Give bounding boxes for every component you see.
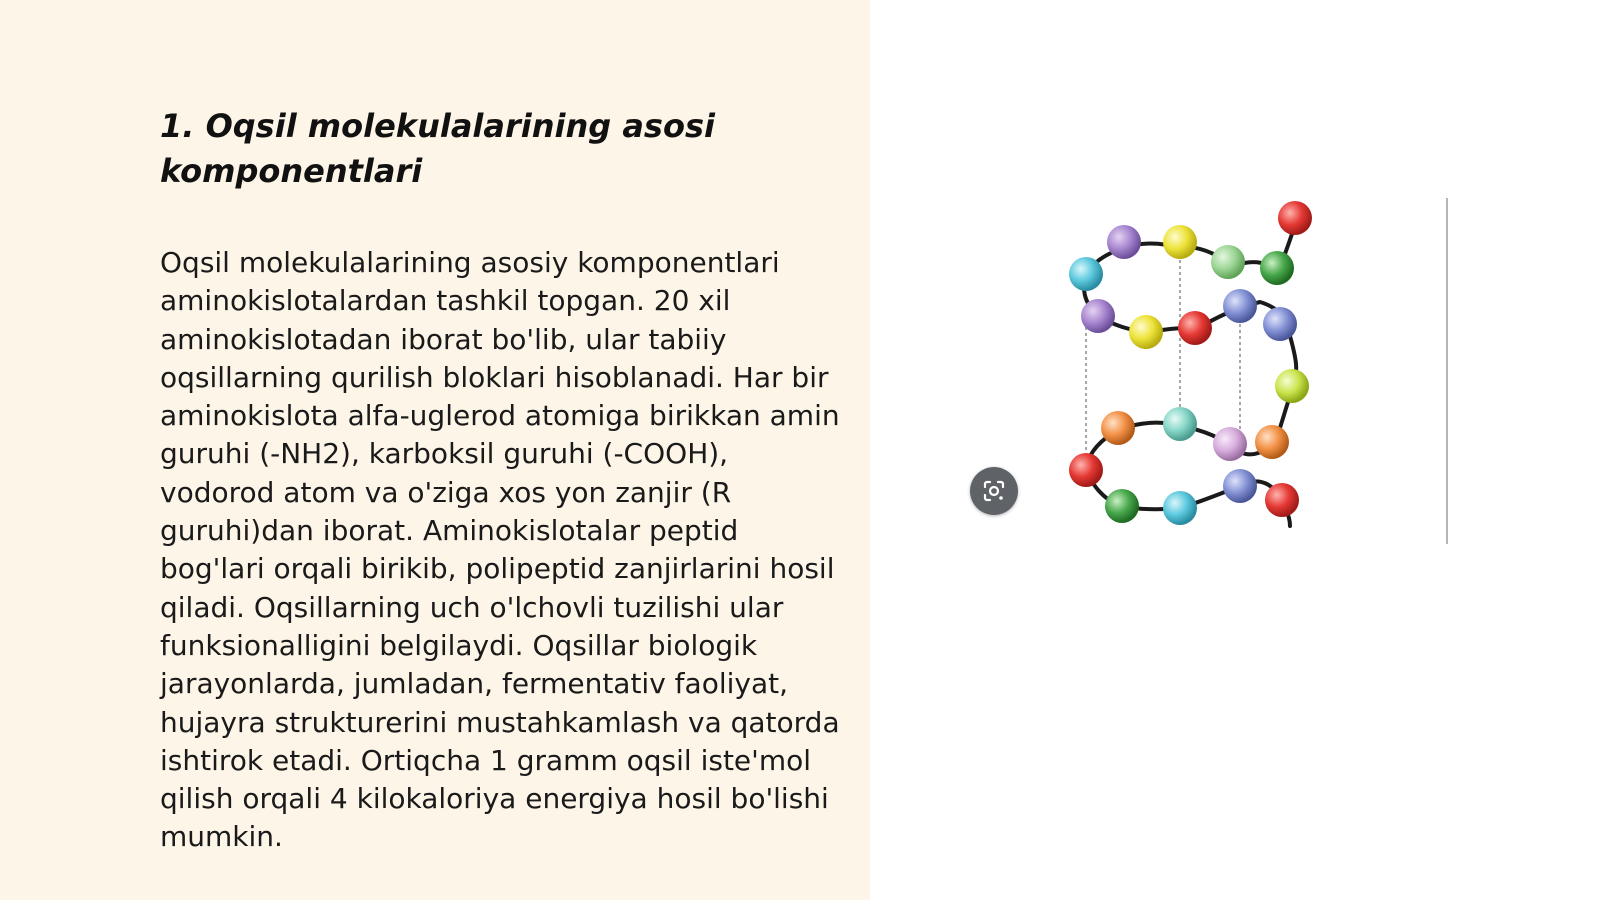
bead-red	[1278, 201, 1312, 235]
bead-cyan	[1163, 491, 1197, 525]
bead-green	[1260, 251, 1294, 285]
bead-blue	[1263, 307, 1297, 341]
slide-body-text: Oqsil molekulalarining asosiy komponentlari aminokislotalardan tashkil topgan. 20 xil aminokislotadan iborat bo'lib, ular tabiiy oqsillarning qurilish bloklari hisoblanadi. Har bir aminokislota alfa-uglerod atomiga birikkan amin guruhi (-NH2), karboksil guruhi (-COOH), vodorod atom va o'ziga xos yon zanjir (R guruhi)dan iborat. Aminokislotalar peptid bog'lari orqali birikib, polipeptid zanjirlarini hosil qiladi. Oqsillarning uch o'lchovli tuzilishi ular funksionalligini belgilaydi. Oqsillar biologik jarayonlarda, jumladan, fermentativ faoliyat, hujayra strukturerini mustahkamlash va qatorda ishtirok etadi. Ortiqcha 1 gramm oqsil iste'mol qilish orqali 4 kilokaloriya energiya hosil bo'lishi mumkin.	[160, 246, 840, 854]
bead-yellow	[1163, 225, 1197, 259]
image-frame-edge	[1446, 198, 1448, 544]
google-lens-icon	[982, 479, 1006, 503]
bead-green	[1105, 489, 1139, 523]
bead-orange	[1101, 411, 1135, 445]
bead-orange	[1255, 425, 1289, 459]
amino-acid-beads	[1069, 201, 1312, 525]
bead-cyan	[1069, 257, 1103, 291]
slide-title: 1. Oqsil molekulalarining asosi komponentlari	[160, 107, 715, 190]
protein-chain-illustration	[1020, 190, 1440, 550]
bead-blue	[1223, 469, 1257, 503]
bead-lime	[1275, 369, 1309, 403]
bead-red	[1069, 453, 1103, 487]
bead-purple	[1081, 299, 1115, 333]
bead-teal	[1163, 407, 1197, 441]
bead-pink	[1213, 427, 1247, 461]
bead-red	[1178, 311, 1212, 345]
bead-light-green	[1211, 245, 1245, 279]
bead-yellow	[1129, 315, 1163, 349]
bead-blue	[1223, 289, 1257, 323]
google-lens-button[interactable]	[970, 467, 1018, 515]
bead-red	[1265, 483, 1299, 517]
protein-chain-svg	[1020, 190, 1440, 550]
bead-purple	[1107, 225, 1141, 259]
